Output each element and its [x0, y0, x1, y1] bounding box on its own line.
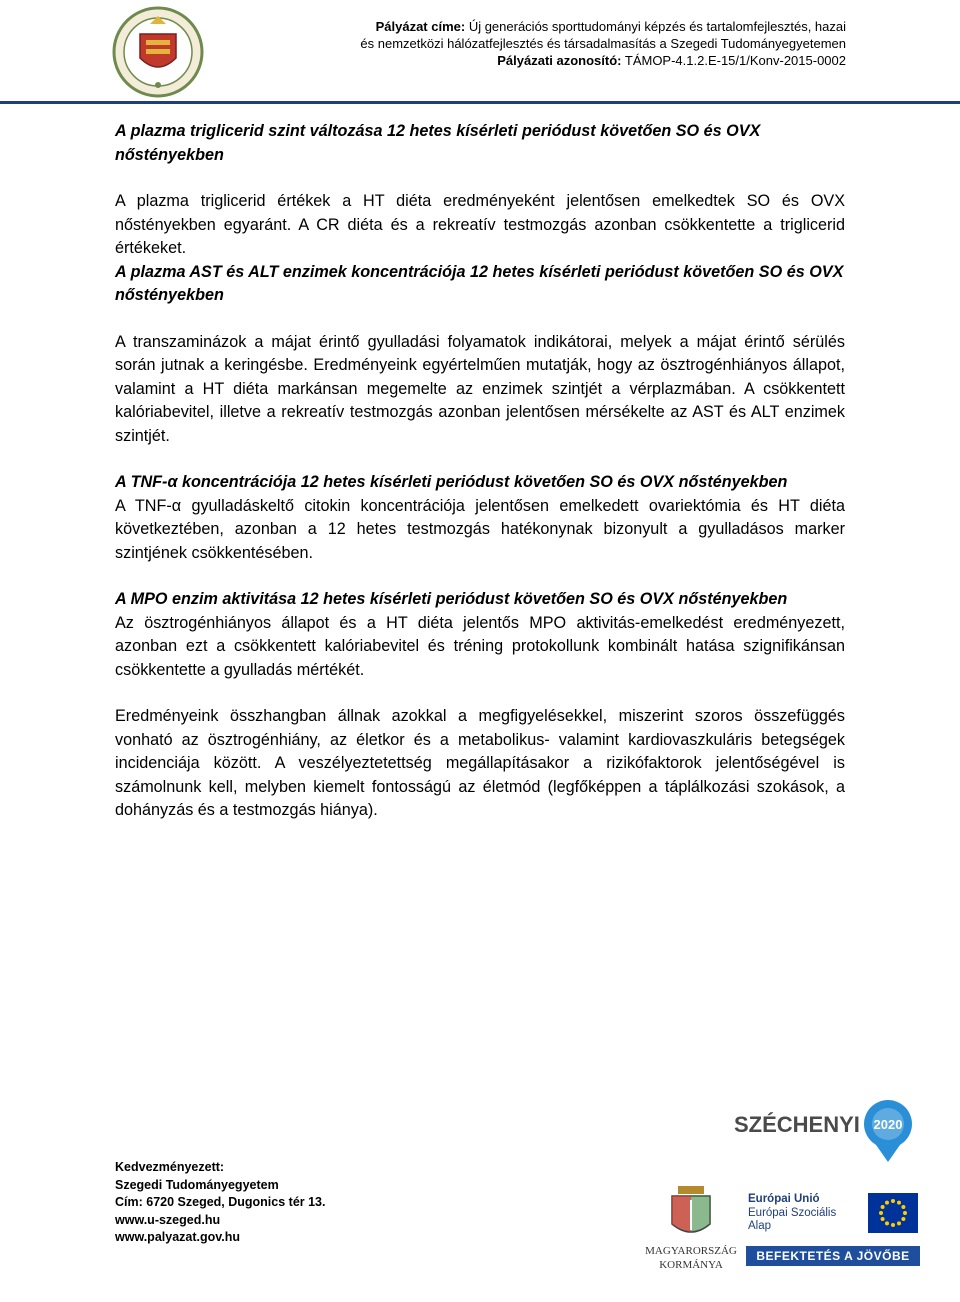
conclusion-paragraph: Eredményeink összhangban állnak azokkal a megfigyelésekkel, miszerint szoros összefüggés vonható az ösztrogénhiány, az életkor és a metabolikus- valamint kardiovaszkuláris betegségek incidenciája között. A veszélyeztetettség megállapításakor a rizikófaktorok jelentőségével is számolnunk kell, melyben kiemelt fontosságú az életmód (legfőképpen a táplálkozási szokások, a dohányzás és a testmozgás hiánya).: [115, 707, 845, 819]
section-heading: A plazma triglicerid szint változása 12 hetes kísérleti periódust követően SO és OVX nőstényekben: [115, 122, 761, 164]
project-title-cont: és nemzetközi hálózatfejlesztés és társadalmasítás a Szegedi Tudományegyetemen: [360, 36, 846, 51]
project-title-label: Pályázat címe:: [375, 19, 466, 34]
section-paragraph: A TNF-α gyulladáskeltő citokin koncentrációja jelentősen emelkedett ovariektómia és HT diéta következtében, azonban a 12 hetes testmozgás hatékonynak bizonyult a gyulladásos marker szintjének csökkentésében.: [115, 496, 845, 562]
website-link-palyazat[interactable]: www.palyazat.gov.hu: [115, 1230, 241, 1244]
section-paragraph: A transzaminázok a májat érintő gyulladási folyamatok indikátorai, melyek a májat érintő sérülés során jutnak a keringésbe. Eredményeink egyértelműen mutatják, hogy az ösztrogénhiányos állapot, valamint a HT diéta markánsan megemelte az enzimek szintjét a vérplazmában. A csökkentett kalóriabevitel, illetve a rekreatív testmozgás azonban jelentősen mérsékelte az AST és ALT enzimek szintjét.: [115, 332, 845, 445]
hungarian-government-logo: [636, 1180, 746, 1275]
section-heading: A MPO enzim aktivitása 12 hetes kísérleti periódust követően SO és OVX nőstényekben: [115, 590, 788, 608]
beneficiary-org: Szegedi Tudományegyetem: [115, 1177, 279, 1192]
szechenyi-logo-text: SZÉCHENYI: [734, 1112, 860, 1137]
beneficiary-label: Kedvezményezett:: [115, 1160, 225, 1174]
eu-fund-logo: [742, 1190, 920, 1270]
header-divider: [0, 101, 960, 104]
beneficiary-address: Cím: 6720 Szeged, Dugonics tér 13.: [115, 1195, 326, 1209]
project-title-text: Új generációs sporttudományi képzés és tartalomfejlesztés, hazai: [465, 19, 846, 34]
project-id-text: TÁMOP-4.1.2.E-15/1/Konv-2015-0002: [621, 53, 846, 68]
website-link-uszeged[interactable]: www.u-szeged.hu: [115, 1212, 221, 1227]
gov-logo-line2: KORMÁNYA: [659, 1259, 723, 1271]
gov-logo-line1: MAGYARORSZÁG: [645, 1245, 737, 1257]
project-id-label: Pályázati azonosító:: [497, 53, 622, 68]
document-body: [115, 120, 845, 823]
eu-flag-icon: [868, 1193, 918, 1233]
szechenyi-2020-logo: [730, 1096, 920, 1166]
project-info: [360, 18, 846, 69]
szechenyi-year-text: 2020: [873, 1117, 903, 1132]
eu-line1: Európai Unió: [748, 1193, 820, 1205]
university-seal-icon: [110, 6, 206, 98]
page-header: [0, 0, 960, 104]
section-paragraph: Az ösztrogénhiányos állapot és a HT diéta jelentős MPO aktivitás-emelkedést eredményezett, azonban ezt a csökkentett kalóriabevitel és tréning protokollunk kombinált hatása szignifikánsan csökkentette a gyulladás mértékét.: [115, 613, 845, 679]
eu-line3: Alap: [748, 1220, 772, 1232]
eu-text-block: [748, 1193, 836, 1234]
section-heading: A plazma AST és ALT enzimek koncentrációja 12 hetes kísérleti periódust követően SO és OVX nőstényekben: [115, 262, 844, 304]
eu-invest-banner: BEFEKTETÉS A JÖVŐBE: [746, 1246, 920, 1266]
beneficiary-info: [115, 1159, 326, 1247]
section-paragraph: A plazma triglicerid értékek a HT diéta eredményeként jelentősen emelkedtek SO és OVX nőstényekben egyaránt. A CR diéta és a rekreatív testmozgás azonban csökkentette a triglicerid értékeket.: [115, 192, 845, 257]
section-heading: A TNF-α koncentrációja 12 hetes kísérleti periódust követően SO és OVX nőstényekben: [115, 473, 788, 491]
eu-line2: Európai Szociális: [748, 1206, 837, 1219]
